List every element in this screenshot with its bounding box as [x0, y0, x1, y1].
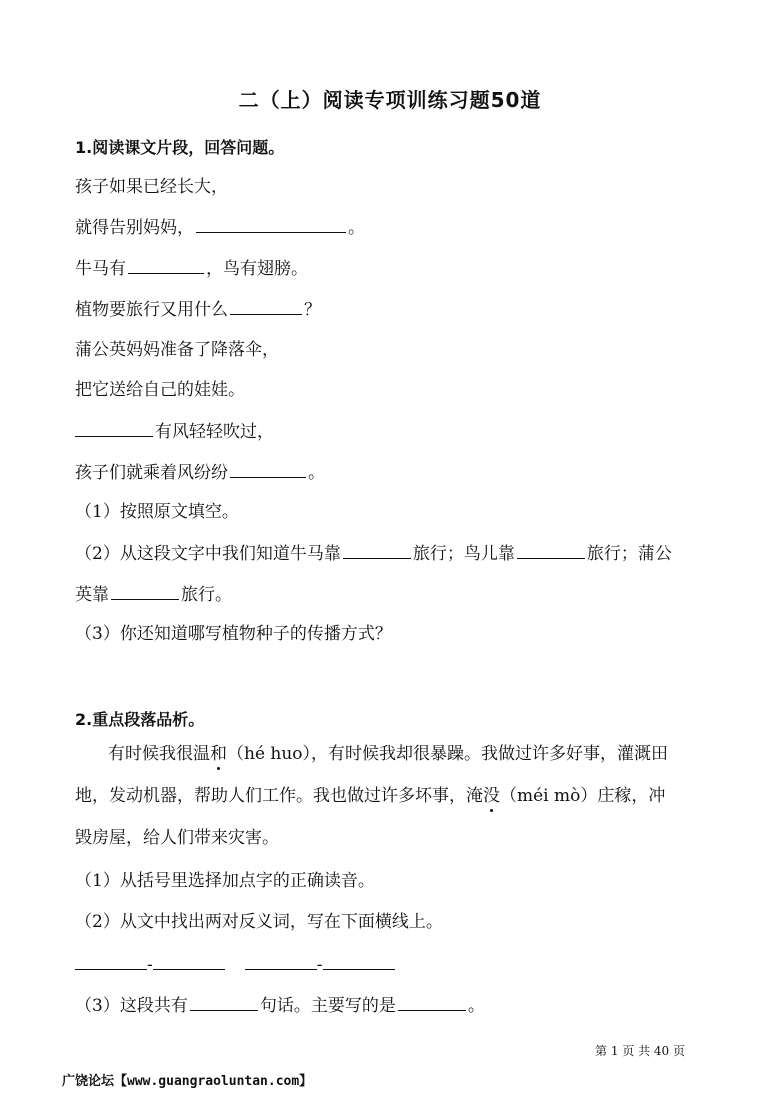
fill-blank[interactable] — [128, 257, 204, 274]
fill-blank[interactable] — [190, 994, 258, 1011]
fill-blank[interactable] — [111, 583, 179, 600]
fill-blank[interactable] — [75, 953, 147, 970]
fill-blank[interactable] — [75, 420, 153, 437]
fill-blank[interactable] — [517, 542, 585, 559]
question-2-sub-3: （3）这段共有 句话。主要写的是 。 — [75, 996, 485, 1016]
fill-blank[interactable] — [196, 216, 346, 233]
passage-line-1: 有时候我很温和（hé huo），有时候我却很暴躁。我做过许多好事，灌溉田 — [108, 744, 669, 764]
fill-blank[interactable] — [153, 953, 225, 970]
fill-blank[interactable] — [230, 298, 302, 315]
poem-line-4: 植物要旅行又用什么 ？ — [75, 300, 321, 320]
site-footer: 广饶论坛【www.guangraoluntan.com】 — [62, 1074, 313, 1089]
poem-line-7: 有风轻轻吹过， — [75, 420, 274, 443]
passage-line-3: 毁房屋，给人们带来灾害。 — [75, 828, 279, 848]
poem-line-5: 蒲公英妈妈准备了降落伞， — [75, 340, 279, 360]
dotted-char: 没 — [483, 786, 500, 806]
fill-blank[interactable] — [323, 953, 395, 970]
dotted-char: 和 — [210, 744, 227, 764]
question-2-heading: 2.重点段落品析。 — [75, 710, 205, 729]
page-number: 第 1 页 共 40 页 — [595, 1044, 685, 1058]
poem-line-8: 孩子们就乘着风纷纷 。 — [75, 463, 325, 483]
poem-line-2: 就得告别妈妈， 。 — [75, 218, 365, 238]
poem-line-1: 孩子如果已经长大， — [75, 177, 228, 197]
question-2-sub-1: （1）从括号里选择加点字的正确读音。 — [75, 871, 375, 891]
fill-blank[interactable] — [398, 994, 466, 1011]
antonym-answer-lines: - - — [75, 953, 395, 976]
fill-blank[interactable] — [343, 542, 411, 559]
question-1-sub-2: （2）从这段文字中我们知道牛马靠 旅行；鸟儿靠 旅行；蒲公 — [75, 544, 672, 564]
question-1-heading: 1.阅读课文片段，回答问题。 — [75, 138, 285, 157]
poem-line-6: 把它送给自己的娃娃。 — [75, 380, 245, 400]
page-title: 二（上）阅读专项训练习题50道 — [238, 88, 542, 112]
passage-line-2: 地，发动机器，帮助人们工作。我也做过许多坏事，淹没（méi mò）庄稼，冲 — [75, 786, 666, 806]
question-1-sub-3: （3）你还知道哪写植物种子的传播方式？ — [75, 624, 392, 644]
question-2-sub-2: （2）从文中找出两对反义词，写在下面横线上。 — [75, 912, 443, 932]
question-1-sub-1: （1）按照原文填空。 — [75, 502, 239, 522]
question-1-sub-2-cont: 英靠 旅行。 — [75, 585, 232, 605]
fill-blank[interactable] — [245, 953, 317, 970]
poem-line-3: 牛马有 ，鸟有翅膀。 — [75, 259, 308, 279]
fill-blank[interactable] — [230, 461, 306, 478]
